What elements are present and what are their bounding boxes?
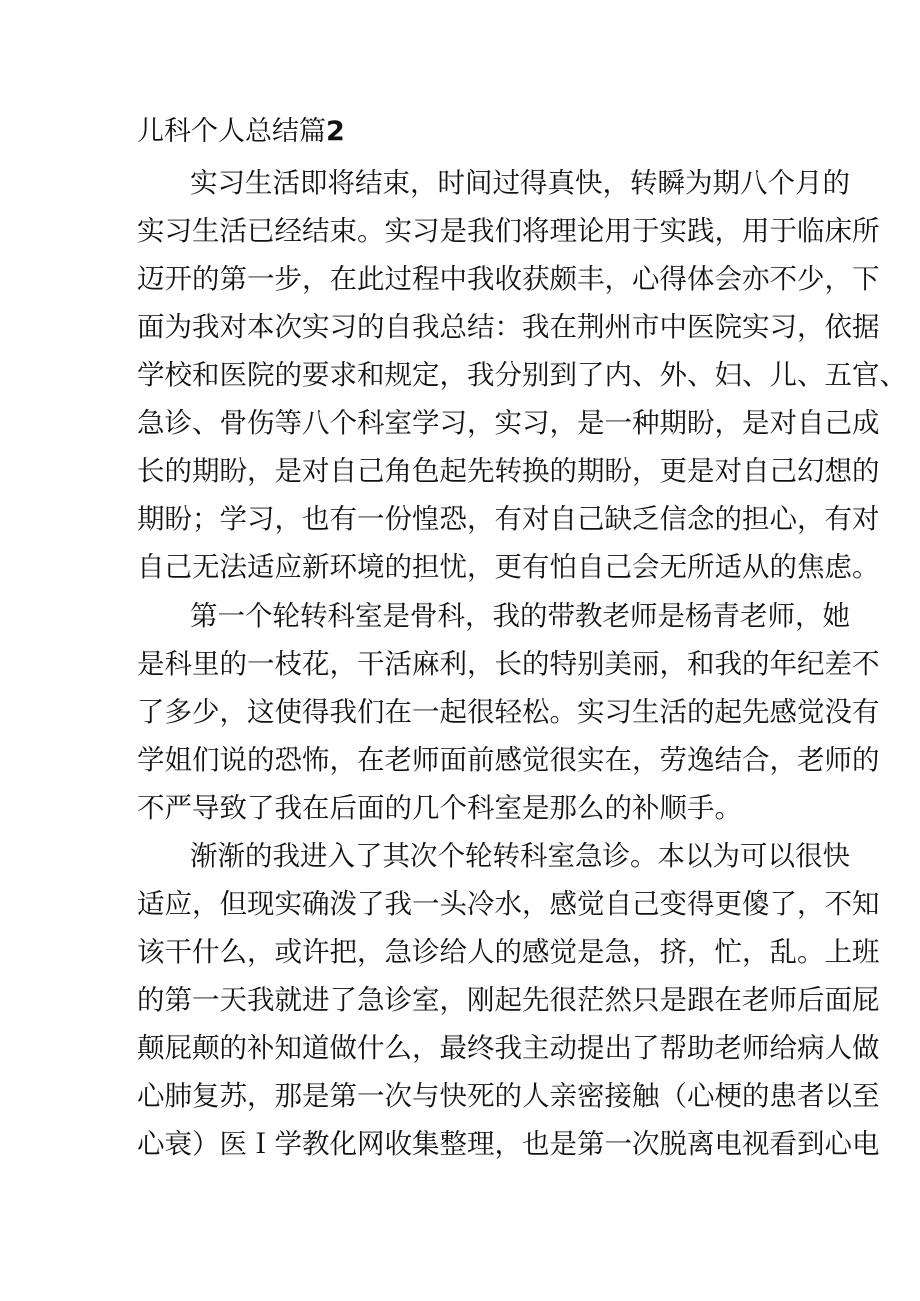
paragraph-3-line-2: 适应，但现实确泼了我一头冷水，感觉自己变得更傻了，不知 [137, 888, 880, 920]
paragraph-3-line-5: 颠屁颠的补知道做什么，最终我主动提出了帮助老师给病人做 [137, 1032, 880, 1064]
paragraph-2-line-3: 了多少，这使得我们在一起很轻松。实习生活的起先感觉没有 [137, 696, 880, 728]
paragraph-1-line-2: 实习生活已经结束。实习是我们将理论用于实践，用于临床所 [137, 215, 880, 247]
title-text: 儿科个人总结篇 [137, 116, 326, 147]
paragraph-3-line-7: 心衰）医Ｉ学教化网收集整理，也是第一次脱离电视看到心电 [137, 1128, 880, 1160]
document-title [137, 112, 345, 152]
title-number: 2 [326, 116, 345, 147]
paragraph-3-line-1: 渐渐的我进入了其次个轮转科室急诊。本以为可以很快 [190, 840, 850, 872]
paragraph-3-line-4: 的第一天我就进了急诊室，刚起先很茫然只是跟在老师后面屁 [137, 984, 880, 1016]
paragraph-2-line-5: 不严导致了我在后面的几个科室是那么的补顺手。 [137, 792, 742, 824]
paragraph-1-line-6: 急诊、骨伤等八个科室学习，实习，是一种期盼，是对自己成 [137, 407, 880, 439]
paragraph-2-line-1: 第一个轮转科室是骨科，我的带教老师是杨青老师，她 [190, 600, 850, 632]
paragraph-1-line-8: 期盼；学习，也有一份惶恐，有对自己缺乏信念的担心，有对 [137, 503, 880, 535]
paragraph-3-line-6: 心肺复苏，那是第一次与快死的人亲密接触（心梗的患者以至 [137, 1080, 880, 1112]
paragraph-1-line-3: 迈开的第一步，在此过程中我收获颇丰，心得体会亦不少，下 [137, 263, 880, 295]
paragraph-2-line-2: 是科里的一枝花，干活麻利，长的特别美丽，和我的年纪差不 [137, 648, 880, 680]
paragraph-1-line-4: 面为我对本次实习的自我总结：我在荆州市中医院实习，依据 [137, 311, 880, 343]
paragraph-2-line-4: 学姐们说的恐怖，在老师面前感觉很实在，劳逸结合，老师的 [137, 744, 880, 776]
paragraph-1-line-7: 长的期盼，是对自己角色起先转换的期盼，更是对自己幻想的 [137, 455, 880, 487]
paragraph-3-line-3: 该干什么，或许把，急诊给人的感觉是急，挤，忙，乱。上班 [137, 936, 880, 968]
paragraph-1-line-1: 实习生活即将结束，时间过得真快，转瞬为期八个月的 [190, 167, 850, 199]
paragraph-1-line-9: 自己无法适应新环境的担忧，更有怕自己会无所适从的焦虑。 [137, 551, 880, 583]
paragraph-1-line-5: 学校和医院的要求和规定，我分别到了内、外、妇、儿、五官、 [137, 359, 907, 391]
